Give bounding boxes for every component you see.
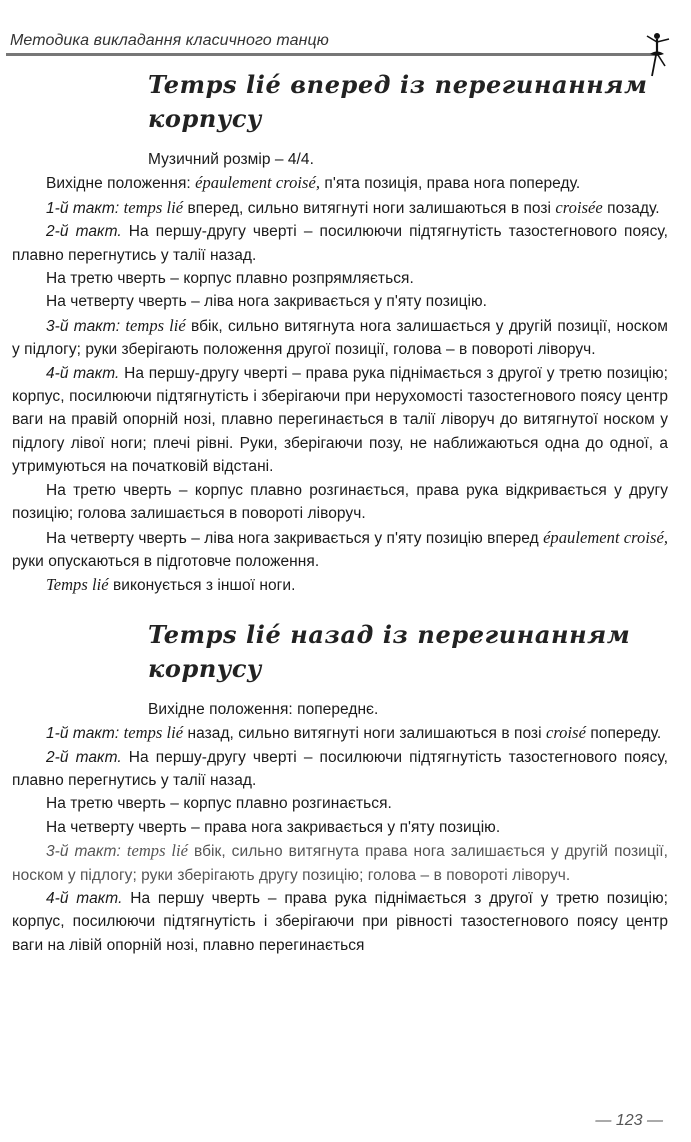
- section-title-2-line2: корпусу: [148, 653, 263, 683]
- paragraph: 1-й такт: temps lié вперед, сильно витягнуті ноги залишаються в позі croisée позаду.: [46, 197, 660, 217]
- page-body: [12, 68, 668, 957]
- paragraph: На четверту чверть – ліва нога закривається у п'яту позицію вперед épaulement croisé, руки опускаються в підготовче положення.: [12, 527, 668, 570]
- section-title-2-line1: Temps lié назад із перегинанням: [148, 619, 631, 649]
- paragraph: 1-й такт: temps lié назад, сильно витягнуті ноги залишаються в позі croisé попереду.: [46, 723, 662, 743]
- paragraph: На третю чверть – корпус плавно розгинається.: [46, 795, 392, 813]
- paragraph: 3-й такт: temps lié вбік, сильно витягнута нога залишається у другій позиції, носком у підлогу; руки зберігають положення другої позиції, голова – в повороті ліворуч.: [12, 315, 668, 359]
- header-rule: [6, 53, 658, 56]
- paragraph: На четверту чверть – права нога закривається у п'яту позицію.: [46, 818, 501, 836]
- section-title-1: [148, 68, 668, 136]
- paragraph: 3-й такт: temps lié вбік, сильно витягнута права нога залишається у другій позиції, носком у підлогу; руки зберігають другу позицію; голова – в повороті ліворуч.: [12, 841, 669, 884]
- paragraph: 2-й такт. На першу-другу чверті – посилюючи підтягнутість тазостегнового поясу, плавно перегнутись у талії назад.: [12, 748, 668, 789]
- section-title-2: [148, 618, 668, 686]
- paragraph: На четверту чверть – ліва нога закривається у п'яту позицію.: [46, 293, 488, 311]
- header-title: Методика викладання класичного танцю: [10, 32, 329, 49]
- page-number: — 123 —: [595, 1112, 663, 1129]
- music-meter: Музичний розмір – 4/4.: [148, 151, 314, 168]
- paragraph: На третю чверть – корпус плавно розгинається, права рука відкривається у другу позицію; голова залишається в повороті ліворуч.: [12, 481, 668, 523]
- running-header: [6, 26, 666, 56]
- starting-position: Вихідне положення: попереднє.: [148, 700, 379, 718]
- section-title-1-line1: Temps lié вперед із перегинанням: [148, 70, 648, 99]
- paragraph: 4-й такт. На першу чверть – права рука піднімається з другої у третю позицію; корпус, посилюючи підтягнутість і зберігаючи при рівності тазостегнового поясу центр ваги на лівій опорній нозі, плавно перегинається: [12, 889, 668, 954]
- paragraph: Вихідне положення: épaulement croisé, п'ята позиція, права нога попереду.: [46, 173, 581, 193]
- paragraph: 4-й такт. На першу-другу чверті – права рука піднімається з другої у третю позицію; корпус, посилюючи підтягнутість і зберігаючи при нерухомості тазостегнового поясу центр ваги на правій опорній нозі, плавно перегинається в талії ліворуч до витягнутої носком у підлогу лівої ноги; плечі рівні. Руки, зберігаючи позу, не наближаються одна до одної, а утримуються на початковій відстані.: [12, 364, 668, 476]
- paragraph: На третю чверть – корпус плавно розпрямляється.: [46, 270, 414, 288]
- paragraph: Temps lié виконується з іншої ноги.: [46, 575, 296, 595]
- paragraph: 2-й такт. На першу-другу чверті – посилюючи підтягнутість тазостегнового поясу, плавно перегнутись у талії назад.: [12, 223, 668, 264]
- section-title-1-line2: корпусу: [148, 104, 263, 133]
